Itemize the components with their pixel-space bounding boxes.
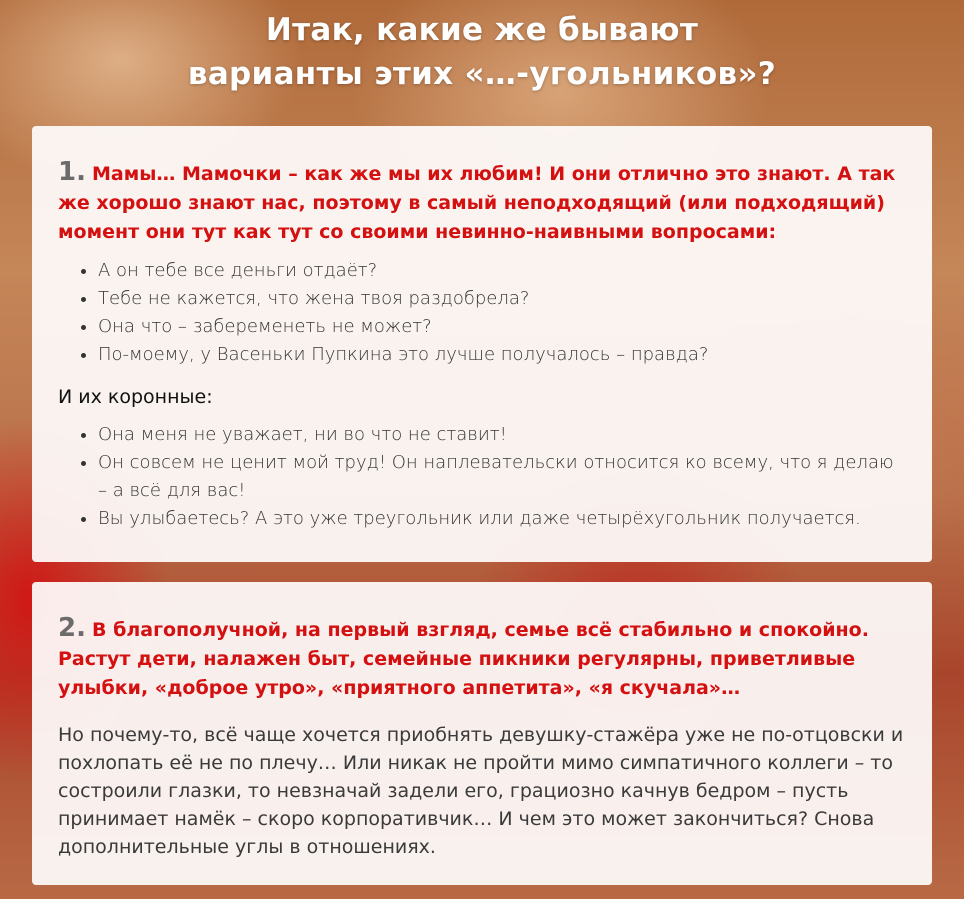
- section-1-heading: [58, 126, 906, 247]
- page-title: [0, 8, 964, 96]
- section-2-number: 2.: [58, 613, 86, 643]
- section-2-heading: [58, 582, 906, 703]
- list-item: • По-моему, у Васеньки Пупкина это лучше получалось – правда?: [98, 341, 906, 369]
- section-card-1: [32, 126, 932, 562]
- section-1-subheading: И их коронные:: [58, 386, 213, 408]
- list-item: • А он тебе все деньги отдаёт?: [98, 257, 906, 285]
- section-1-heading-text: Мамы… Мамочки – как же мы их любим! И они отлично это знают. А так же хорошо знают нас, поэтому в самый неподходящий (или подходящий) момент они тут как тут со своими невинно-наивными вопросами:: [58, 163, 896, 243]
- list-item: • Она меня не уважает, ни во что не ставит!: [98, 421, 906, 449]
- section-2-paragraph: Но почему-то, всё чаще хочется приобнять девушку-стажёра уже не по-отцовски и похлопать её не по плечу… Или никак не пройти мимо симпатичного коллеги – то состроили глазки, то невзначай задели его, грациозно качнув бедром – пусть принимает намёк – скоро корпоративчик… И чем это может закончиться? Снова дополнительные углы в отношениях.: [58, 724, 904, 858]
- page-title-line-1: Итак, какие же бывают: [265, 12, 699, 48]
- page-title-line-2: варианты этих «…-угольников»?: [187, 56, 777, 92]
- list-item: • Она что – забеременеть не может?: [98, 313, 906, 341]
- list-item: • Вы улыбаетесь? А это уже треугольник или даже четырёхугольник получается.: [98, 505, 906, 533]
- section-1-signature-list: [58, 421, 906, 533]
- section-1-number: 1.: [58, 157, 86, 187]
- list-item: • Тебе не кажется, что жена твоя раздобрела?: [98, 285, 906, 313]
- section-card-2: [32, 582, 932, 885]
- section-2-heading-text: В благополучной, на первый взгляд, семье всё стабильно и спокойно. Растут дети, налажен быт, семейные пикники регулярны, приветливые улыбки, «доброе утро», «приятного аппетита», «я скучала»…: [58, 619, 869, 699]
- section-1-question-list: [58, 257, 906, 369]
- list-item: • Он совсем не ценит мой труд! Он наплевательски относится ко всему, что я делаю – а всё для вас!: [98, 449, 906, 505]
